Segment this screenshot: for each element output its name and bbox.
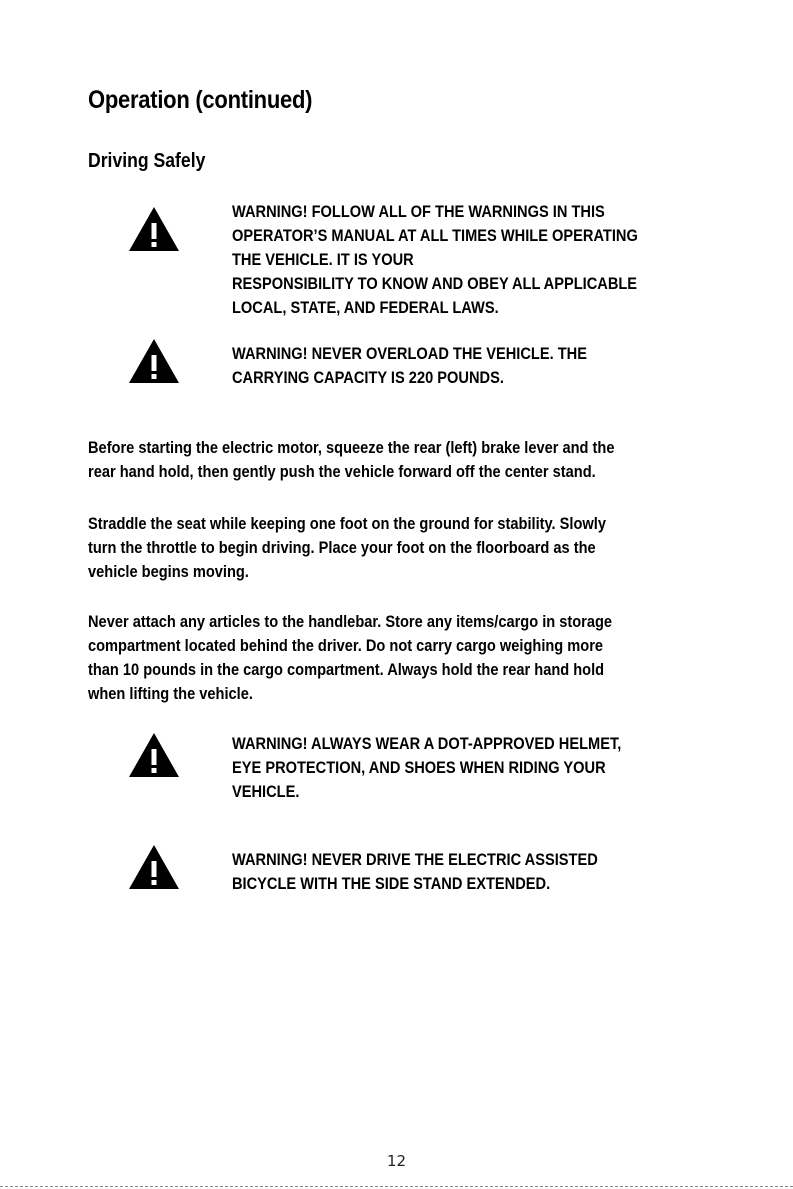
paragraph-1-line-2: rear hand hold, then gently push the vehicle forward off the center stand.	[88, 462, 596, 481]
warning-4-line-1: WARNING! NEVER DRIVE THE ELECTRIC ASSISTED	[232, 850, 598, 869]
page-bottom-divider	[0, 1186, 793, 1187]
warning-3-line-1: WARNING! ALWAYS WEAR A DOT-APPROVED HELMET,	[232, 734, 622, 753]
page-number: 12	[386, 1152, 407, 1170]
warning-triangle-icon	[128, 338, 180, 384]
warning-2-line-2: CARRYING CAPACITY IS 220 POUNDS.	[232, 368, 504, 387]
subsection-title: Driving Safely	[88, 150, 206, 172]
paragraph-3-line-2: compartment located behind the driver. Do not carry cargo weighing more	[88, 636, 604, 655]
warning-1-line-1: WARNING! FOLLOW ALL OF THE WARNINGS IN THIS	[232, 202, 605, 221]
paragraph-2-line-1: Straddle the seat while keeping one foot on the ground for stability. Slowly	[88, 514, 606, 533]
warning-triangle-icon	[128, 844, 180, 890]
paragraph-2-line-3: vehicle begins moving.	[88, 562, 249, 581]
warning-1-line-3: THE VEHICLE. IT IS YOUR	[232, 250, 414, 269]
warning-1-line-2: OPERATOR’S MANUAL AT ALL TIMES WHILE OPERATING	[232, 226, 638, 245]
warning-2-line-1: WARNING! NEVER OVERLOAD THE VEHICLE. THE	[232, 344, 587, 363]
paragraph-3-line-4: when lifting the vehicle.	[88, 684, 253, 703]
section-title: Operation (continued)	[88, 86, 313, 114]
warning-4-line-2: BICYCLE WITH THE SIDE STAND EXTENDED.	[232, 874, 551, 893]
warning-triangle-icon	[128, 206, 180, 252]
warning-3-line-3: VEHICLE.	[232, 782, 300, 801]
paragraph-2-line-2: turn the throttle to begin driving. Place your foot on the floorboard as the	[88, 538, 596, 557]
warning-3-line-2: EYE PROTECTION, AND SHOES WHEN RIDING YOUR	[232, 758, 606, 777]
paragraph-3-line-1: Never attach any articles to the handlebar. Store any items/cargo in storage	[88, 612, 613, 631]
warning-1-line-5: LOCAL, STATE, AND FEDERAL LAWS.	[232, 298, 499, 317]
warning-triangle-icon	[128, 732, 180, 778]
paragraph-3-line-3: than 10 pounds in the cargo compartment. Always hold the rear hand hold	[88, 660, 605, 679]
warning-1-line-4: RESPONSIBILITY TO KNOW AND OBEY ALL APPLICABLE	[232, 274, 638, 293]
paragraph-1-line-1: Before starting the electric motor, squeeze the rear (left) brake lever and the	[88, 438, 615, 457]
